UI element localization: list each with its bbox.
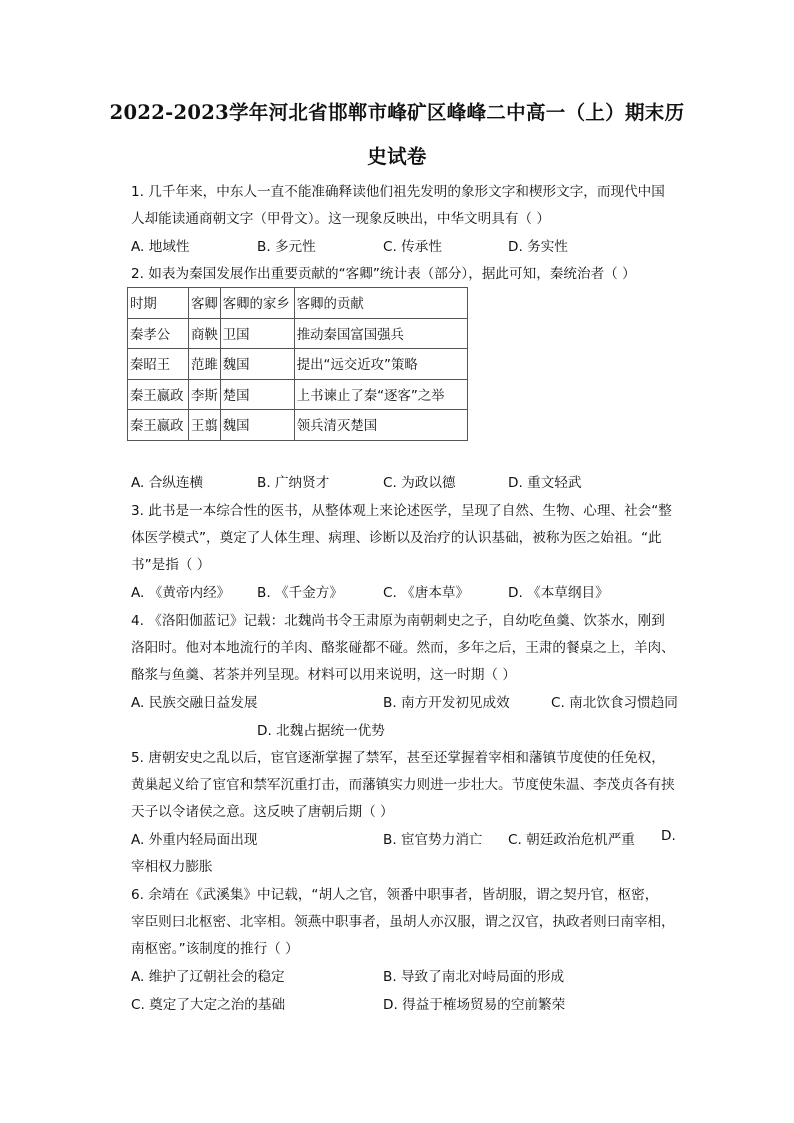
q6-option-b: B. 导致了南北对峙局面的形成: [383, 969, 565, 985]
q5-option-c: C. 朝廷政治危机严重: [508, 832, 635, 848]
q5-stem-line2: 黄巢起义给了宦官和禁军沉重打击，而藩镇实力则进一步壮大。节度使朱温、李茂贞各有挟: [131, 777, 675, 793]
table-row: [128, 410, 468, 441]
q5-option-a: A. 外重内轻局面出现: [131, 832, 258, 848]
q2-option-d: D. 重文轻武: [508, 475, 582, 491]
table-row: [128, 318, 468, 349]
q2-option-b: B. 广纳贤才: [257, 475, 330, 491]
q2-stem-line1: 2. 如表为秦国发展作出重要贡献的“客卿”统计表（部分），据此可知，秦统治者（ ）: [131, 266, 636, 282]
table-cell: 魏国: [220, 349, 294, 380]
table-header-row: [128, 288, 468, 319]
q1-option-c: C. 传承性: [383, 239, 442, 255]
q4-stem-line1: 4. 《洛阳伽蓝记》记载：北魏尚书令王肃原为南朝刺史之子，自幼吃鱼羹、饮茶水，刚到: [131, 613, 665, 629]
guest-minister-table: [127, 287, 468, 441]
table-cell: 卫国: [220, 318, 294, 349]
q5-stem-line3: 天子以令诸侯之意。这反映了唐朝后期（ ）: [131, 804, 394, 820]
q4-option-b: B. 南方开发初见成效: [383, 695, 510, 711]
q4-stem-line3: 酪浆与鱼羹、茗茶并列呈现。材料可以用来说明，这一时期（ ）: [131, 667, 516, 683]
table-header-cell: 客卿: [189, 288, 221, 319]
q5-option-b: B. 宦官势力消亡: [383, 832, 483, 848]
table-cell: 李斯: [189, 379, 221, 410]
q5-stem-line1: 5. 唐朝安史之乱以后，宦官逐渐掌握了禁军，甚至还掌握着宰相和藩镇节度使的任免权，: [131, 750, 665, 766]
q3-option-c: C. 《唐本草》: [383, 585, 470, 601]
table-cell: 王翦: [189, 410, 221, 441]
q6-option-c: C. 奠定了大定之治的基础: [131, 997, 286, 1013]
q3-stem-line3: 书”是指（ ）: [131, 557, 211, 573]
q5-option-d-text: 宰相权力膨胀: [131, 859, 213, 875]
q6-stem-line1: 6. 余靖在《武溪集》中记载，“胡人之官，领番中职事者，皆胡服，谓之契丹官，枢密，: [131, 887, 659, 903]
q3-option-d: D. 《本草纲目》: [508, 585, 609, 601]
table-cell: 秦王嬴政: [128, 410, 189, 441]
q4-option-d: D. 北魏占据统一优势: [257, 723, 385, 739]
table-cell: 魏国: [220, 410, 294, 441]
table-cell: 楚国: [220, 379, 294, 410]
table-cell: 商鞅: [189, 318, 221, 349]
q1-option-b: B. 多元性: [257, 239, 316, 255]
q1-stem-line2: 人却能读通商朝文字（甲骨文）。这一现象反映出，中华文明具有（ ）: [131, 211, 550, 227]
table-cell: 范雎: [189, 349, 221, 380]
table-row: [128, 379, 468, 410]
q3-option-b: B. 《千金方》: [257, 585, 343, 601]
table-cell: 秦昭王: [128, 349, 189, 380]
table-cell: 领兵清灭楚国: [294, 410, 467, 441]
q3-stem-line1: 3. 此书是一本综合性的医书，从整体观上来论述医学，呈现了自然、生物、心理、社会“整: [131, 503, 672, 519]
q3-option-a: A. 《黄帝内经》: [131, 585, 231, 601]
q1-stem-line1: 1. 几千年来，中东人一直不能准确释读他们祖先发明的象形文字和楔形文字，而现代中国: [131, 184, 665, 200]
q2-option-a: A. 合纵连横: [131, 475, 204, 491]
table-header-cell: 时期: [128, 288, 189, 319]
q1-option-d: D. 务实性: [508, 239, 568, 255]
q3-stem-line2: 体医学模式”，奠定了人体生理、病理、诊断以及治疗的认识基础，被称为医之始祖。“此: [131, 530, 662, 546]
table-cell: 推动秦国富国强兵: [294, 318, 467, 349]
q4-stem-line2: 洛阳时。他对本地流行的羊肉、酪浆碰都不碰。然而，多年之后，王肃的餐桌之上，羊肉、: [131, 640, 675, 656]
table-cell: 上书谏止了秦“逐客”之举: [294, 379, 467, 410]
q6-option-d: D. 得益于榷场贸易的空前繁荣: [383, 997, 566, 1013]
q4-option-c: C. 南北饮食习惯趋同: [551, 695, 678, 711]
table-header-cell: 客卿的贡献: [294, 288, 467, 319]
exam-title-line2: 史试卷: [367, 145, 427, 168]
exam-title-line1: 2022-2023学年河北省邯郸市峰矿区峰峰二中高一（上）期末历: [109, 101, 685, 124]
q5-option-d-letter: D.: [661, 828, 676, 844]
table-row: [128, 349, 468, 380]
q2-option-c: C. 为政以德: [383, 475, 456, 491]
q6-option-a: A. 维护了辽朝社会的稳定: [131, 969, 285, 985]
table-cell: 提出“远交近攻”策略: [294, 349, 467, 380]
table-cell: 秦孝公: [128, 318, 189, 349]
q6-stem-line3: 南枢密。”该制度的推行（ ）: [131, 941, 299, 957]
table-header-cell: 客卿的家乡: [220, 288, 294, 319]
table-cell: 秦王嬴政: [128, 379, 189, 410]
q1-option-a: A. 地域性: [131, 239, 190, 255]
q6-stem-line2: 宰臣则曰北枢密、北宰相。领燕中职事者，虽胡人亦汉服，谓之汉官，执政者则曰南宰相，: [131, 914, 675, 930]
q4-option-a: A. 民族交融日益发展: [131, 695, 258, 711]
